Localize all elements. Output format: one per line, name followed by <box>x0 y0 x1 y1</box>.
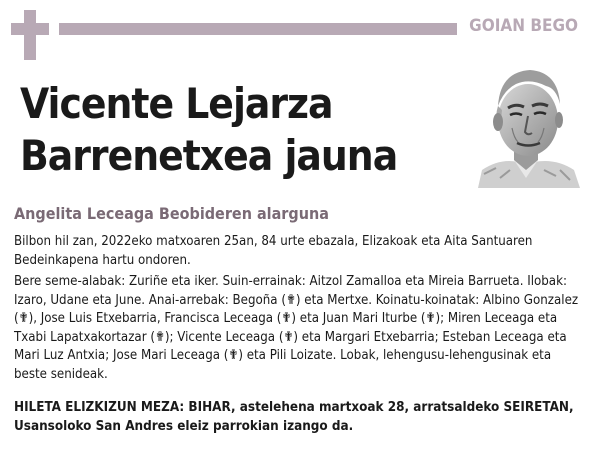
cross-icon <box>11 10 49 60</box>
portrait-photo <box>470 58 582 188</box>
relatives-text: Bere seme-alabak: Zuriñe eta iker. Suin-errainak: Aitzol Zamalloa eta Mireia Barrueta. Ilobak: Izaro, Udane eta June. Anai-arrebak: Begoña (✟) eta Mertxe. Koinatu-koinatak: Albino Gonzalez (✟), Jose Luis Etxebarria, Francisca Leceaga (✟) eta Juan Mari Iturbe (✟); Miren Leceaga eta Txabi Lapatxakortazar (✟); Vicente Leceaga (✟) eta Margari Etxebarria; Esteban Leceaga eta Mari Luz Antxia; Jose Mari Leceaga (✟) eta Pili Loizate. Lobak, lehengusu-lehengusinak eta beste senideak. <box>14 274 579 382</box>
location-label: GOIAN BEGO <box>469 16 578 36</box>
death-notice-text: Bilbon hil zan, 2022eko matxoaren 25an, 84 urte ebazala, Elizakoak eta Aita Santuaren Bedeinkapena hartu ondoren. <box>14 234 533 268</box>
funeral-mass-text: HILETA ELIZKIZUN MEZA: BIHAR, astelehena martxoak 28, arratsaldeko SEIRETAN, Usansoloko San Andres eleiz parrokian izango da. <box>14 400 574 434</box>
header-bar <box>59 23 457 35</box>
deceased-name: Vicente Lejarza Barrenetxea jauna <box>20 79 398 180</box>
subtitle-widow: Angelita Leceaga Beobideren alarguna <box>14 204 329 223</box>
